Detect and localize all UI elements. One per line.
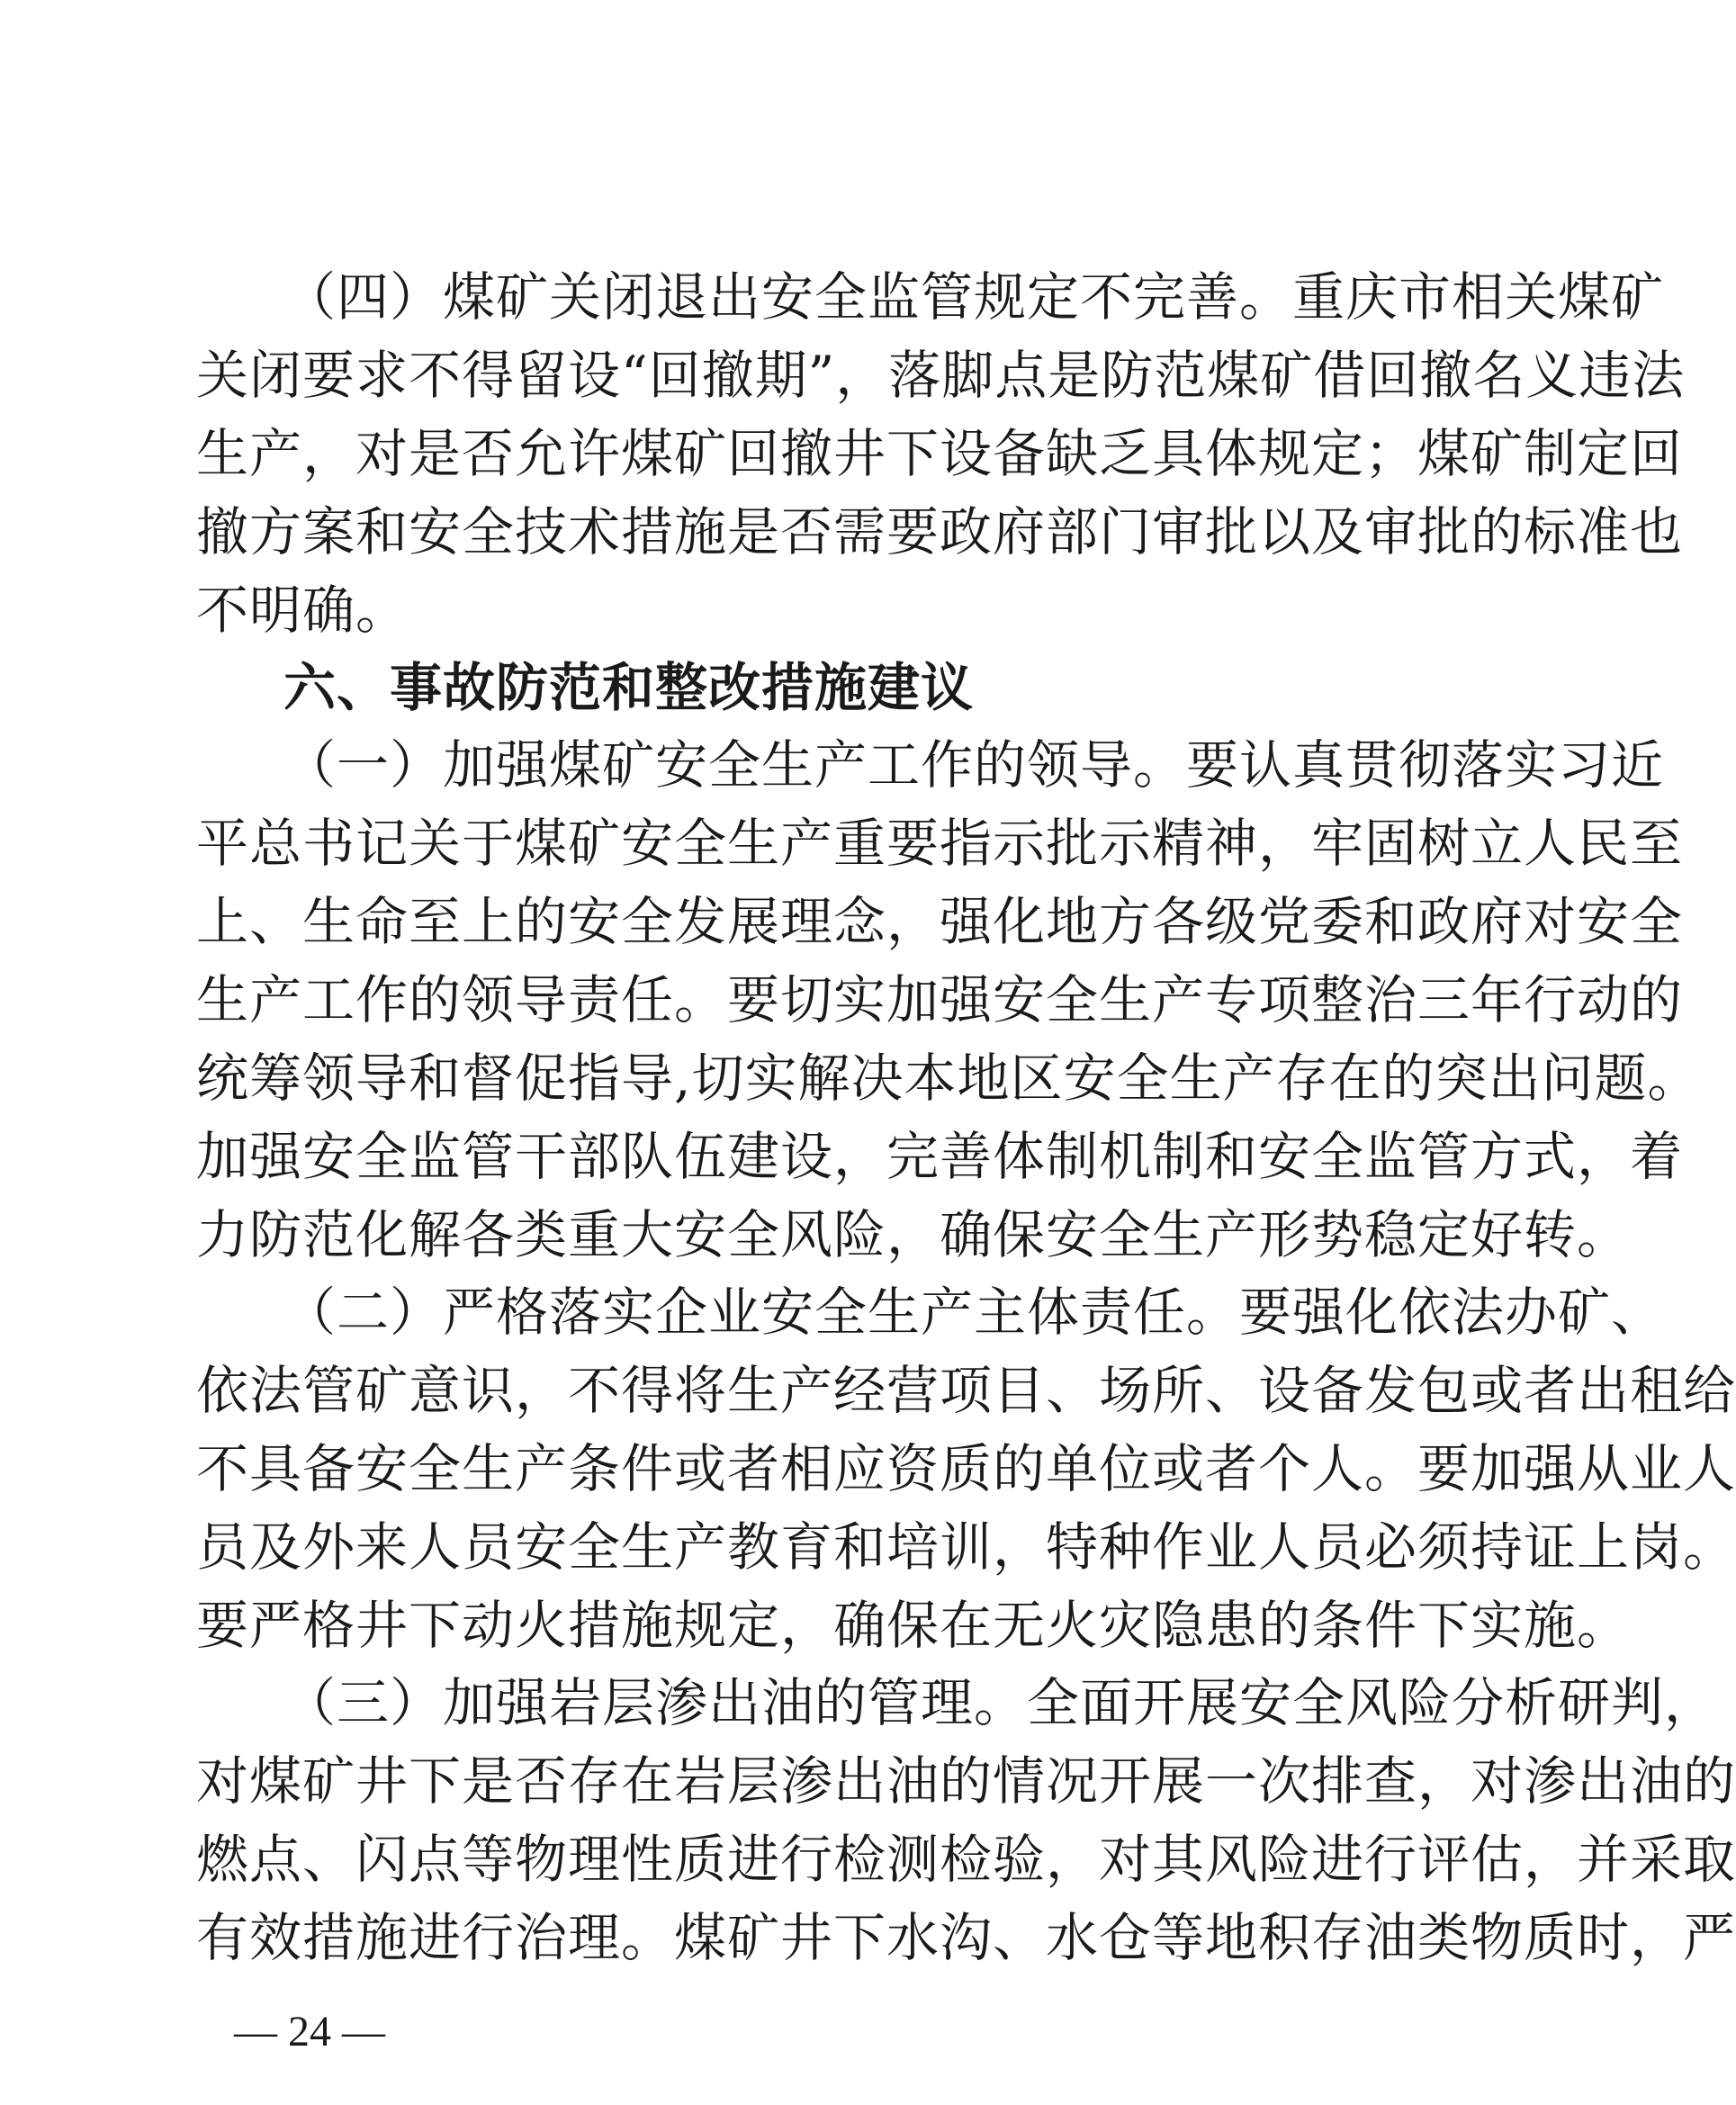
paragraph-line: 平总书记关于煤矿安全生产重要指示批示精神，牢固树立人民至 [196,813,1684,874]
page-number: — 24 — [234,2008,385,2056]
paragraph-line: 不明确。 [196,580,409,641]
paragraph-line: 对煤矿井下是否存在岩层渗出油的情况开展一次排查，对渗出油的 [196,1750,1736,1812]
paragraph-line: 生产，对是否允许煤矿回撤井下设备缺乏具体规定；煤矿制定回 [196,423,1684,484]
paragraph-line: 不具备安全生产条件或者相应资质的单位或者个人。要加强从业人 [196,1438,1736,1499]
paragraph-line: 上、生命至上的安全发展理念，强化地方各级党委和政府对安全 [196,891,1684,952]
paragraph-line: 有效措施进行治理。煤矿井下水沟、水仓等地积存油类物质时，严 [196,1907,1736,1968]
paragraph-line: 燃点、闪点等物理性质进行检测检验，对其风险进行评估，并采取 [196,1829,1736,1890]
paragraph-line: （三）加强岩层渗出油的管理。全面开展安全风险分析研判， [283,1672,1718,1733]
section-heading: 六、事故防范和整改措施建议 [283,657,975,718]
paragraph-line: 统筹领导和督促指导,切实解决本地区安全生产存在的突出问题。 [196,1048,1701,1109]
paragraph-line: 依法管矿意识，不得将生产经营项目、场所、设备发包或者出租给 [196,1360,1736,1421]
paragraph-line: 撤方案和安全技术措施是否需要政府部门审批以及审批的标准也 [196,501,1684,562]
paragraph-line: （四）煤矿关闭退出安全监管规定不完善。重庆市相关煤矿 [283,266,1665,328]
paragraph-line: 加强安全监管干部队伍建设，完善体制机制和安全监管方式，着 [196,1126,1684,1187]
paragraph-line: 生产工作的领导责任。要切实加强安全生产专项整治三年行动的 [196,969,1684,1030]
paragraph-line: 员及外来人员安全生产教育和培训，特种作业人员必须持证上岗。 [196,1516,1736,1578]
paragraph-line: （一）加强煤矿安全生产工作的领导。要认真贯彻落实习近 [283,734,1665,796]
paragraph-line: 关闭要求不得留设“回撤期”，落脚点是防范煤矿借回撤名义违法 [196,345,1686,406]
paragraph-line: （二）严格落实企业安全生产主体责任。要强化依法办矿、 [283,1282,1665,1343]
paragraph-line: 要严格井下动火措施规定，确保在无火灾隐患的条件下实施。 [196,1595,1631,1656]
paragraph-line: 力防范化解各类重大安全风险，确保安全生产形势稳定好转。 [196,1204,1631,1265]
